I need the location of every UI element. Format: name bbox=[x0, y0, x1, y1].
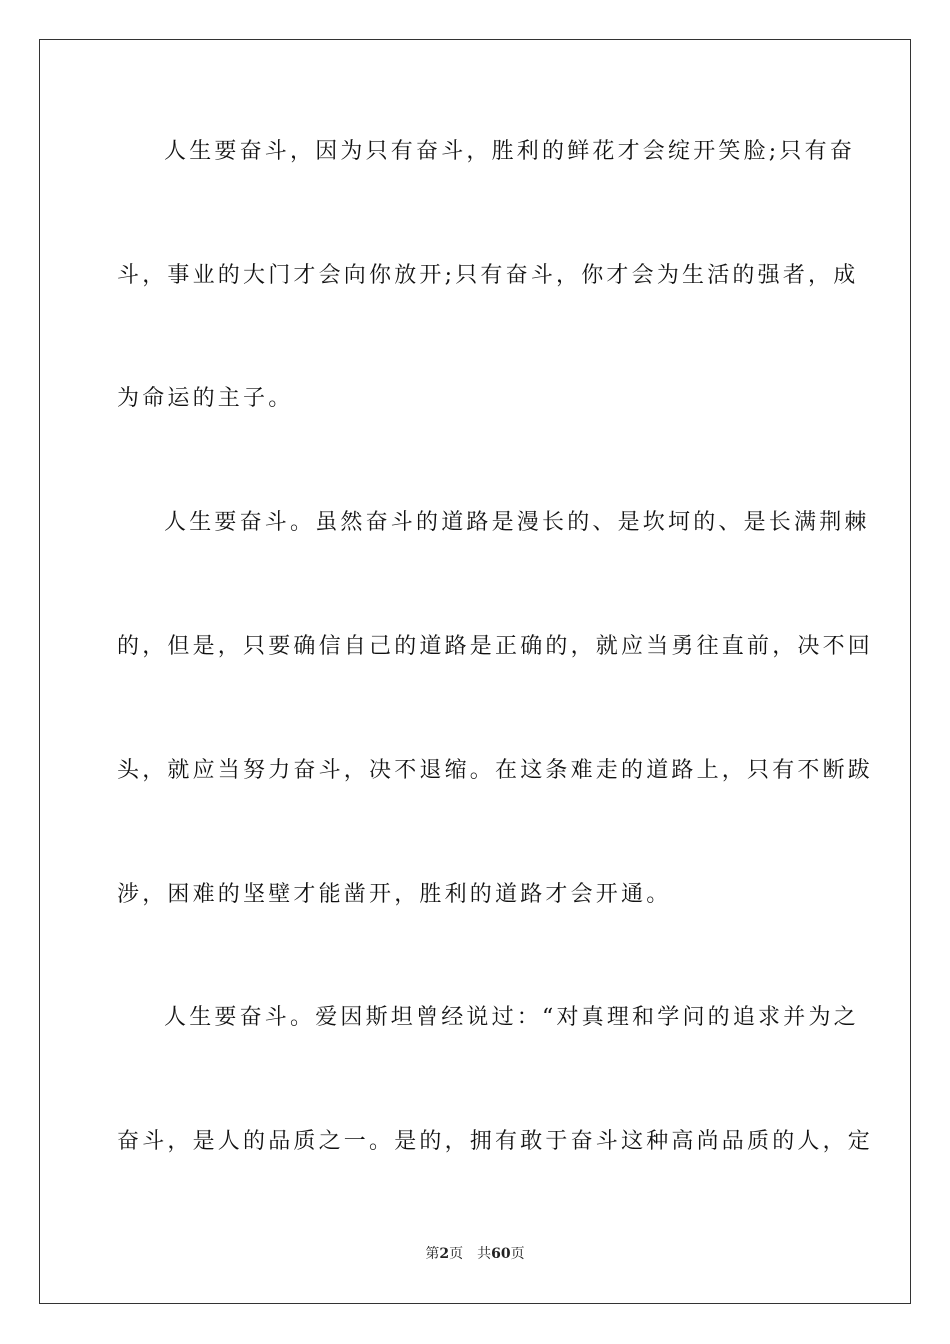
page-prefix: 第 bbox=[425, 1246, 440, 1262]
total-suffix: 页 bbox=[510, 1246, 525, 1262]
paragraph-2-line-4: 涉，困难的坚壁才能凿开，胜利的道路才会开通。 bbox=[117, 882, 672, 907]
page-number: 2 bbox=[439, 1246, 450, 1262]
paragraph-3-line-2: 奋斗，是人的品质之一。是的，拥有敢于奋斗这种高尚品质的人，定 bbox=[117, 1129, 874, 1154]
page-suffix: 页 bbox=[449, 1246, 464, 1262]
paragraph-2-line-1: 人生要奋斗。虽然奋斗的道路是漫长的、是坎坷的、是长满荆棘 bbox=[164, 510, 870, 535]
paragraph-1-line-1: 人生要奋斗，因为只有奋斗，胜利的鲜花才会绽开笑脸;只有奋 bbox=[164, 139, 856, 164]
total-prefix: 共 bbox=[477, 1246, 492, 1262]
page-footer bbox=[0, 1244, 950, 1264]
paragraph-3-line-1: 人生要奋斗。爱因斯坦曾经说过：“对真理和学问的追求并为之 bbox=[164, 1005, 859, 1030]
total-pages: 60 bbox=[491, 1246, 511, 1262]
paragraph-2-line-2: 的，但是，只要确信自己的道路是正确的，就应当勇往直前，决不回 bbox=[117, 634, 874, 659]
paragraph-1-line-3: 为命运的主子。 bbox=[117, 386, 294, 411]
page-border bbox=[39, 39, 911, 1304]
paragraph-2-line-3: 头，就应当努力奋斗，决不退缩。在这条难走的道路上，只有不断跋 bbox=[117, 758, 874, 783]
paragraph-1-line-2: 斗，事业的大门才会向你放开;只有奋斗，你才会为生活的强者，成 bbox=[117, 263, 859, 288]
